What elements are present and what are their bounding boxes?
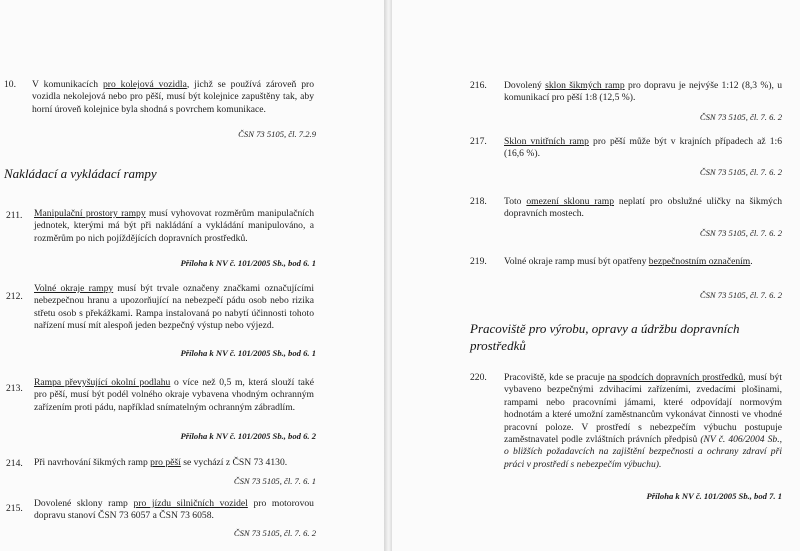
reference-citation: ČSN 73 5105, čl. 7. 6. 2	[699, 167, 782, 177]
highlighted-term: omezení sklonu ramp	[526, 196, 614, 207]
right-page	[392, 0, 800, 551]
paragraph-number: 220.	[470, 372, 487, 383]
highlighted-term: Manipulační prostory rampy	[34, 208, 146, 219]
paragraph-text: Volné okraje ramp musí být opatřeny bezpečnostním označením.	[504, 256, 753, 267]
reference-citation: Příloha k NV č. 101/2005 Sb., bod 7. 1	[646, 491, 782, 501]
paragraph-text: Pracoviště, kde se pracuje na spodcích dopravních prostředků, musí být vybaveno bezpečnými zdvihacími zařízeními, zvedacími plošinami, rampami nebo pracovními jámami, které odpovídají normovým hodnotám a které umožní zaměstnancům vykonávat činnosti ve vhodné pracovní poloze. V prostředí s nebezpečím výbuchu postupuje zaměstnavatel podle zvláštních právních předpisů (NV č. 406/2004 Sb., o bližších požadavcích na zajištění bezpečnosti a ochrany zdraví při práci v prostředí s nebezpečím výbuchu).	[504, 372, 783, 470]
paragraph-text: V komunikacích pro kolejová vozidla, jichž se používá zároveň pro vozidla nekolejová nebo pro pěší, musí být kolejnice zapuštěny tak, aby horní úroveň kolejnice byla shodná s povrchem komunikace.	[32, 79, 315, 115]
reference-citation: ČSN 73 5105, čl. 7. 6. 1	[233, 476, 316, 486]
reference-citation: ČSN 73 5105, čl. 7. 6. 2	[699, 112, 782, 122]
paragraph-number: 214.	[6, 458, 23, 469]
reference-citation: Příloha k NV č. 101/2005 Sb., bod 6. 1	[180, 258, 316, 268]
highlighted-term: bezpečnostním označením	[648, 256, 751, 267]
highlighted-term: na spodcích dopravních prostředků	[607, 372, 744, 383]
highlighted-term: pro jízdu silničních vozidel	[133, 498, 248, 509]
highlighted-term: pro kolejová vozidla	[102, 79, 187, 90]
paragraph-text: Dovolené sklony ramp pro jízdu silničních vozidel pro motorovou dopravu stanoví ČSN 73 6057 a ČSN 73 6058.	[34, 498, 314, 522]
paragraph-text: Sklon vnitřních ramp pro pěší může být v krajních případech až 1:6 (16,6 %).	[504, 136, 782, 160]
highlighted-term: pro pěší	[150, 457, 181, 468]
section-heading: Nakládací a vykládací rampy	[4, 166, 157, 181]
highlighted-term: Rampa převyšující okolní podlahu	[34, 377, 171, 388]
reference-citation: ČSN 73 5105, čl. 7. 6. 2	[699, 290, 782, 300]
book-gutter	[384, 0, 392, 551]
left-page	[0, 0, 384, 551]
paragraph-number: 211.	[6, 210, 23, 221]
paragraph-number: 216.	[470, 80, 487, 91]
reference-citation: Příloha k NV č. 101/2005 Sb., bod 6. 1	[180, 348, 316, 358]
reference-citation: ČSN 73 5105, čl. 7. 6. 2	[699, 228, 782, 238]
paragraph-number: 213.	[6, 383, 23, 394]
reference-citation: Příloha k NV č. 101/2005 Sb., bod 6. 2	[180, 431, 316, 441]
reference-citation: ČSN 73 5105, čl. 7.2.9	[238, 129, 316, 139]
paragraph-text: Dovolený sklon šikmých ramp pro dopravu je nejvýše 1:12 (8,3 %), u komunikací pro pěší 1:8 (12,5 %).	[504, 80, 782, 104]
paragraph-number: 10.	[4, 79, 16, 90]
highlighted-term: Sklon vnitřních ramp	[504, 136, 589, 147]
section-heading: Pracoviště pro výrobu, opravy a údržbu dopravních prostředků	[470, 321, 740, 353]
paragraph-number: 219.	[470, 256, 487, 267]
reference-citation: ČSN 73 5105, čl. 7. 6. 2	[233, 528, 316, 538]
paragraph-number: 217.	[470, 136, 487, 147]
paragraph-text: Rampa převyšující okolní podlahu o více než 0,5 m, která slouží také pro pěší, musí být podél volného okraje vybavena vhodným ochranným zařízením proti pádu, například snímatelným ochranným zábradlím.	[34, 377, 314, 413]
paragraph-text: Toto omezení sklonu ramp neplatí pro obslužné uličky na šikmých dopravních mostech.	[504, 196, 783, 220]
paragraph-text: Volné okraje rampy musí být trvale označeny značkami označujícími nebezpečnou hranu a upozorňující na nebezpečí pádu osob nebo rizika střetu osob s překážkami. Rampa instalovaná po nabytí účinnosti tohoto nařízení musí mít alespoň jeden bezpečný výstup nebo výjezd.	[34, 283, 314, 332]
paragraph-number: 212.	[6, 291, 23, 302]
highlighted-term: sklon šikmých ramp	[545, 80, 625, 91]
paragraph-number: 215.	[6, 503, 23, 514]
legal-reference-italic: (NV č. 406/2004 Sb., o bližších požadavcích na zajištění bezpečnosti a ochrany zdraví při práci v prostředí s nebezpečím výbuchu).	[504, 434, 782, 470]
paragraph-number: 218.	[470, 196, 487, 207]
highlighted-term: Volné okraje rampy	[34, 283, 114, 294]
paragraph-text: Manipulační prostory rampy musí vyhovovat rozměrům manipulačních jednotek, kterými má být při nakládání a vykládání manipulováno, a rozměrům po nich pojíždějících dopravních prostředků.	[34, 208, 314, 244]
paragraph-text: Při navrhování šikmých ramp pro pěší se vychází z ČSN 73 4130.	[34, 457, 288, 468]
